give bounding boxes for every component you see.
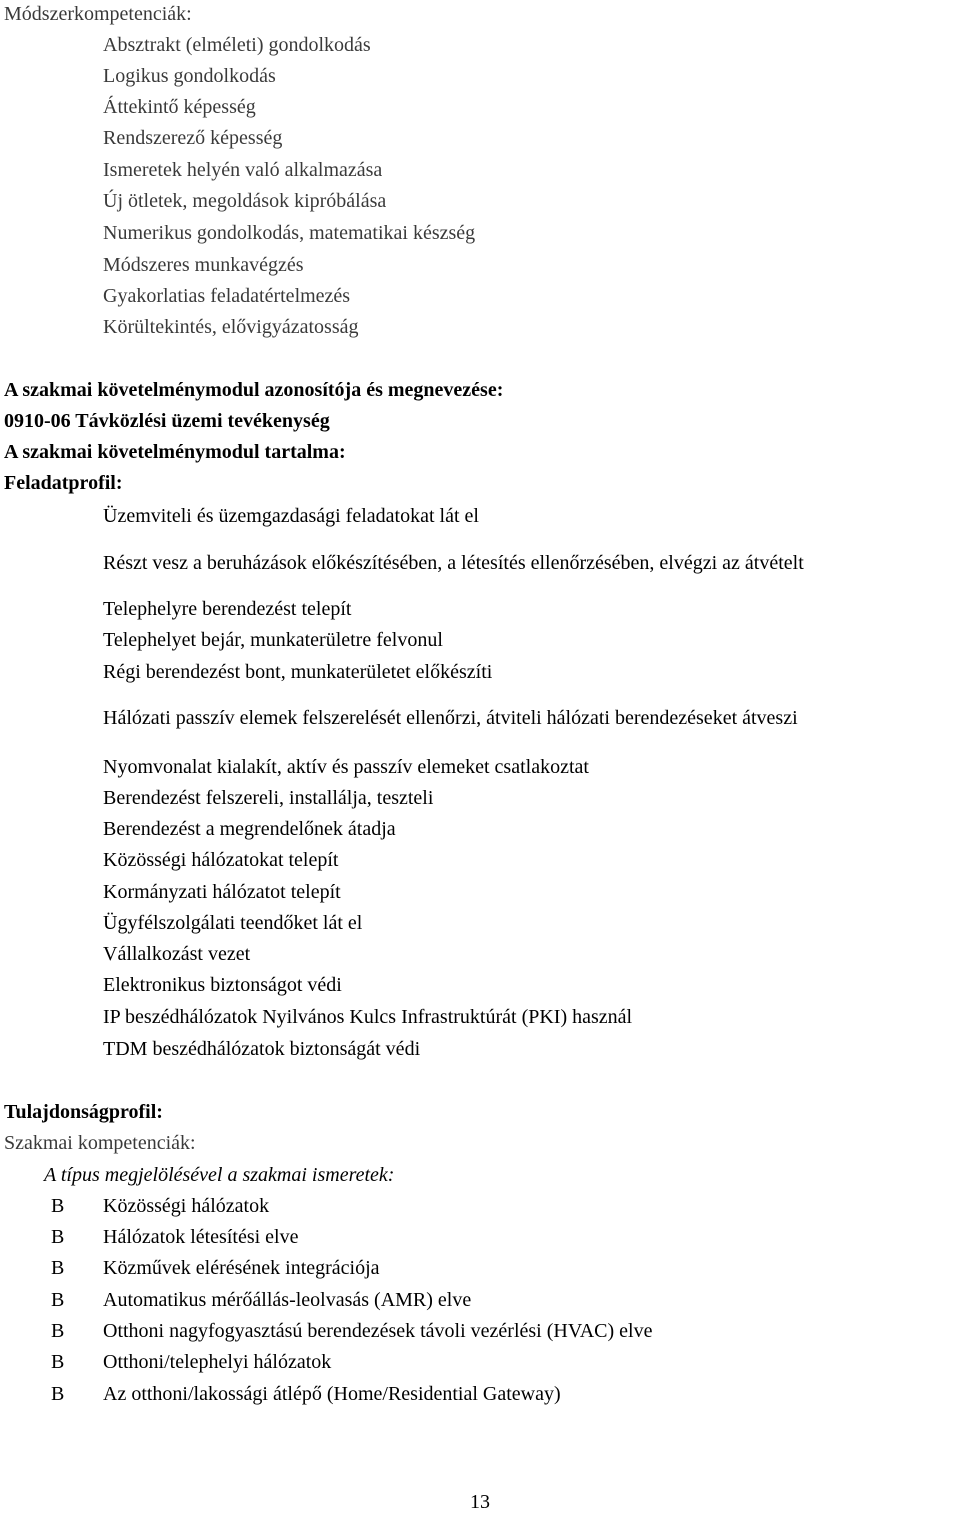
method-competence-item: Körültekintés, elővigyázatosság: [103, 316, 359, 338]
method-competence-item: Rendszerező képesség: [103, 127, 283, 149]
method-competence-item: Numerikus gondolkodás, matematikai készség: [103, 222, 476, 244]
knowledge-type-letter: B: [51, 1320, 65, 1342]
professional-competences-heading: Szakmai kompetenciák:: [4, 1132, 196, 1154]
knowledge-item: Otthoni/telephelyi hálózatok: [103, 1351, 332, 1373]
method-competence-item: Áttekintő képesség: [103, 96, 256, 118]
task-item: Régi berendezést bont, munkaterületet előkészíti: [103, 661, 493, 683]
task-item: Kormányzati hálózatot telepít: [103, 881, 341, 903]
method-competence-item: Gyakorlatias feladatértelmezés: [103, 285, 351, 307]
knowledge-type-letter: B: [51, 1257, 65, 1279]
task-item: IP beszédhálózatok Nyilvános Kulcs Infrastruktúrát (PKI) használ: [103, 1006, 633, 1028]
method-competence-item: Logikus gondolkodás: [103, 65, 276, 87]
task-item: Berendezést a megrendelőnek átadja: [103, 818, 396, 840]
knowledge-type-letter: B: [51, 1226, 65, 1248]
task-item: Közösségi hálózatokat telepít: [103, 849, 339, 871]
task-item: Hálózati passzív elemek felszerelését ellenőrzi, átviteli hálózati berendezéseket átveszi: [103, 707, 798, 729]
knowledge-type-letter: B: [51, 1351, 65, 1373]
knowledge-item: Automatikus mérőállás-leolvasás (AMR) elve: [103, 1289, 472, 1311]
task-item: Berendezést felszereli, installálja, teszteli: [103, 787, 434, 809]
method-competence-item: Ismeretek helyén való alkalmazása: [103, 159, 383, 181]
method-competence-item: Módszeres munkavégzés: [103, 254, 304, 276]
module-id-value: 0910-06 Távközlési üzemi tevékenység: [4, 410, 330, 432]
knowledge-item: Közösségi hálózatok: [103, 1195, 270, 1217]
task-item: Üzemviteli és üzemgazdasági feladatokat lát el: [103, 505, 479, 527]
module-id-heading: A szakmai követelménymodul azonosítója és megnevezése:: [4, 379, 504, 401]
knowledge-type-letter: B: [51, 1195, 65, 1217]
method-competences-heading: Módszerkompetenciák:: [4, 3, 192, 25]
task-item: Részt vesz a beruházások előkészítésében, a létesítés ellenőrzésében, elvégzi az átvételt: [103, 552, 804, 574]
method-competence-item: Absztrakt (elméleti) gondolkodás: [103, 34, 371, 56]
property-profile-heading: Tulajdonságprofil:: [4, 1101, 163, 1123]
task-item: TDM beszédhálózatok biztonságát védi: [103, 1038, 421, 1060]
task-item: Nyomvonalat kialakít, aktív és passzív elemeket csatlakoztat: [103, 756, 589, 778]
knowledge-type-intro: A típus megjelölésével a szakmai ismeretek:: [44, 1164, 395, 1186]
task-profile-heading: Feladatprofil:: [4, 472, 123, 494]
knowledge-type-letter: B: [51, 1383, 65, 1405]
task-item: Telephelyre berendezést telepít: [103, 598, 352, 620]
task-item: Vállalkozást vezet: [103, 943, 251, 965]
task-item: Ügyfélszolgálati teendőket lát el: [103, 912, 363, 934]
knowledge-item: Hálózatok létesítési elve: [103, 1226, 299, 1248]
page-number: 13: [470, 1491, 490, 1513]
knowledge-item: Az otthoni/lakossági átlépő (Home/Residential Gateway): [103, 1383, 561, 1405]
task-item: Elektronikus biztonságot védi: [103, 974, 342, 996]
knowledge-type-letter: B: [51, 1289, 65, 1311]
method-competence-item: Új ötletek, megoldások kipróbálása: [103, 190, 387, 212]
knowledge-item: Közművek elérésének integrációja: [103, 1257, 380, 1279]
module-content-heading: A szakmai követelménymodul tartalma:: [4, 441, 346, 463]
task-item: Telephelyet bejár, munkaterületre felvonul: [103, 629, 443, 651]
knowledge-item: Otthoni nagyfogyasztású berendezések távoli vezérlési (HVAC) elve: [103, 1320, 653, 1342]
